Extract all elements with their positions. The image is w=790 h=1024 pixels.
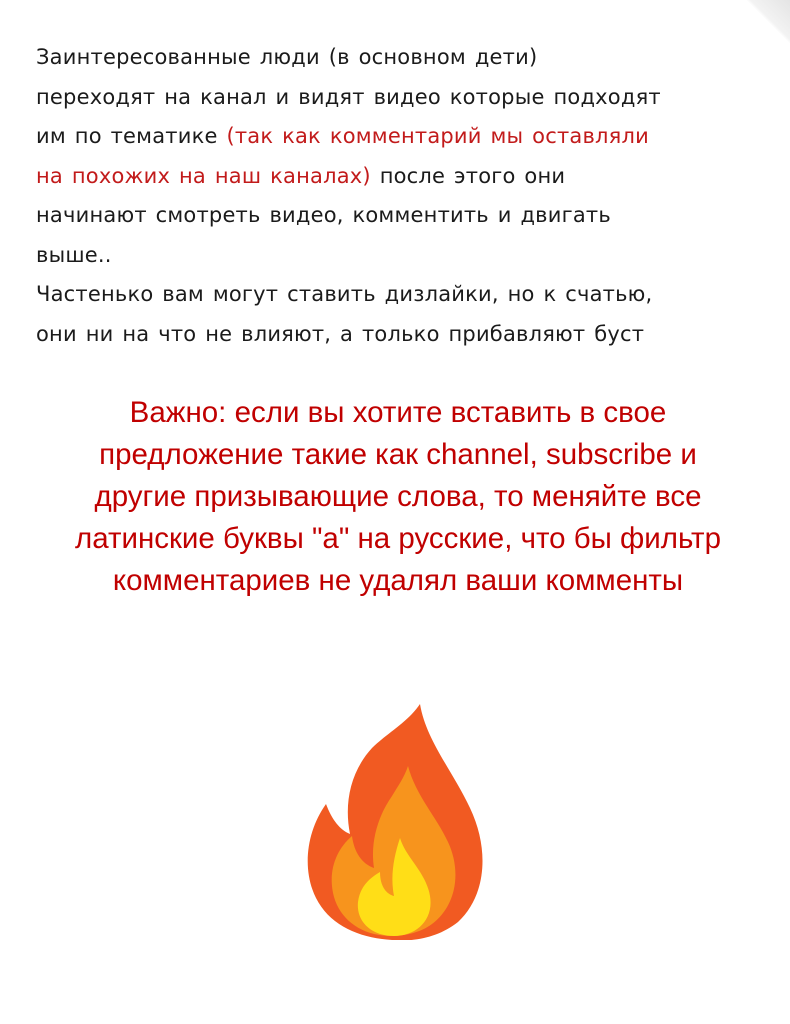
- notice-line-1: Важно: если вы хотите вставить в свое: [129, 396, 667, 429]
- paragraph-line-1: Заинтересованные люди (в основном дети): [36, 45, 538, 69]
- paragraph-line-8: они ни на что не влияют, а только прибавляют буст: [36, 321, 645, 346]
- paragraph-line-5: начинают смотреть видео, комментить и двигать: [36, 203, 611, 227]
- paragraph-line-6: выше..: [36, 242, 112, 267]
- paragraph-line-2: переходят на канал и видят видео которые подходят: [36, 84, 661, 109]
- fire-icon: [300, 700, 490, 940]
- highlighted-remark-start: (так как комментарий мы оставляли: [226, 124, 649, 148]
- paragraph-line-3-text: им по тематике: [36, 124, 227, 148]
- paragraph-line-4: [36, 157, 766, 197]
- notice-line-5: комментариев не удалял ваши комменты: [112, 564, 684, 597]
- paragraph-line-7: Частенько вам могут ставить дизлайки, но к счатью,: [36, 282, 653, 306]
- paragraph-line-3: [36, 117, 766, 157]
- notice-line-3: другие призывающие слова, то меняйте все: [94, 480, 702, 513]
- notice-line-2: предложение такие как channel, subscribe и: [99, 438, 697, 471]
- important-notice: [18, 392, 778, 602]
- main-paragraph: [36, 38, 766, 354]
- paragraph-line-4-text: после этого они: [370, 163, 566, 188]
- highlighted-remark-end: на похожих на наш каналах): [36, 163, 371, 188]
- notice-line-4: латинские буквы "а" на русские, что бы фильтр: [75, 522, 721, 555]
